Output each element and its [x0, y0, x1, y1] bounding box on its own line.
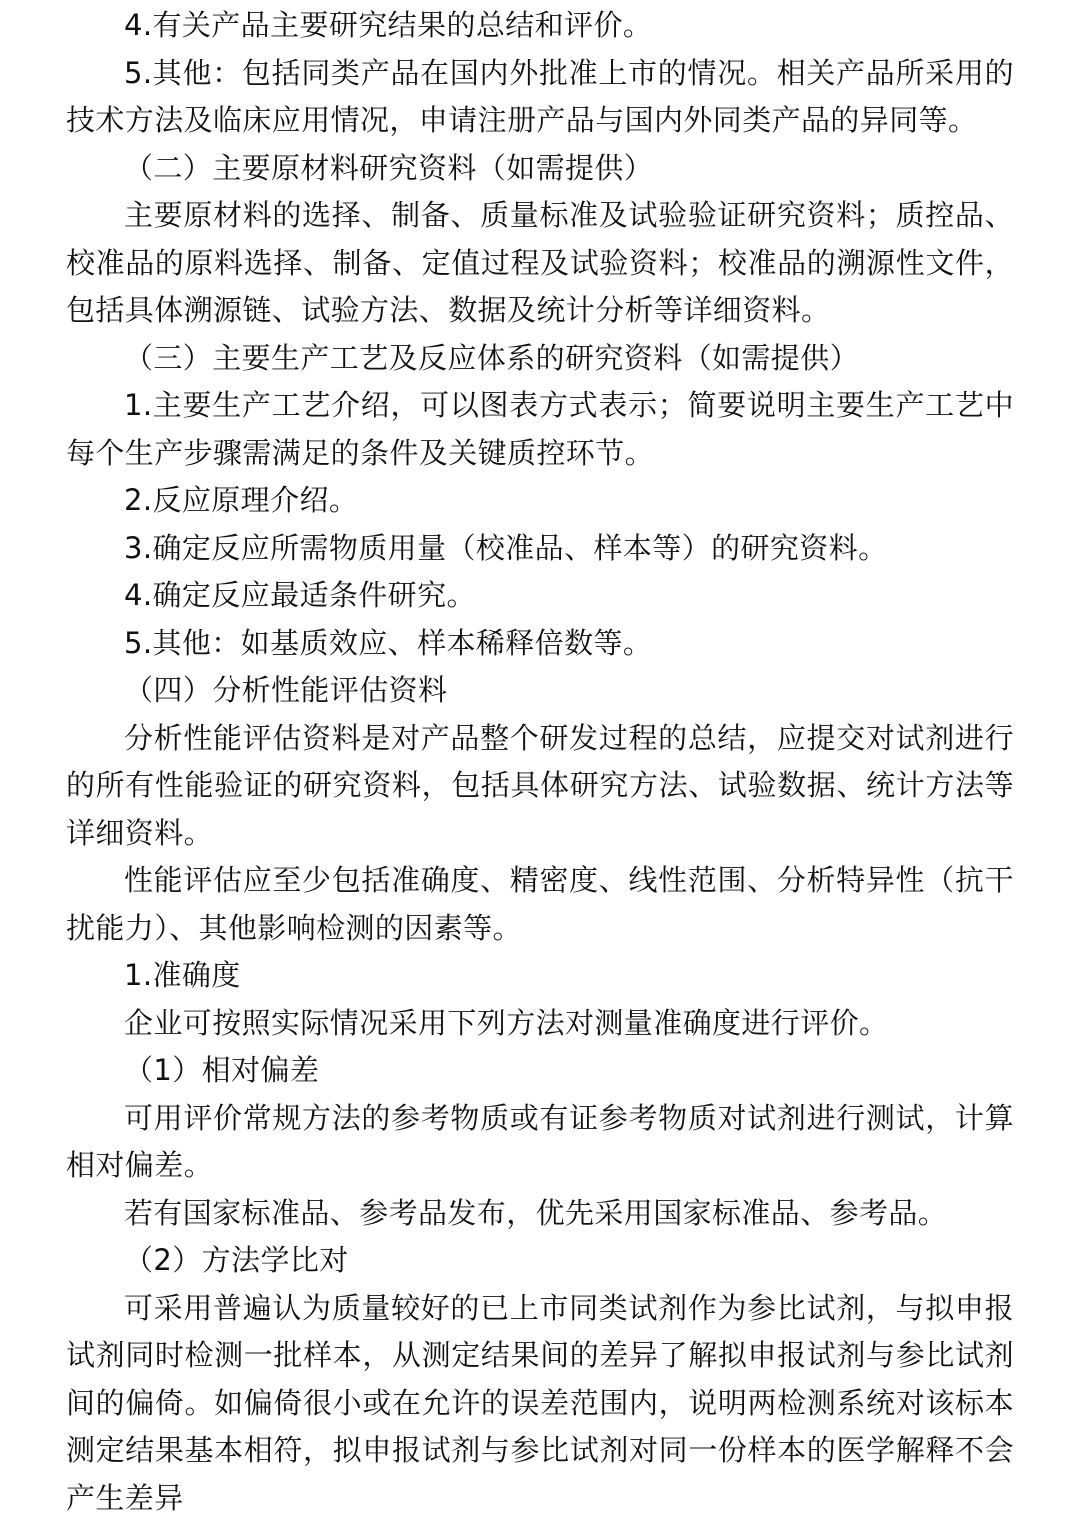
subheading-method-comparison: （2）方法学比对 [124, 1243, 349, 1277]
section-heading-4: （四）分析性能评估资料 [124, 673, 448, 707]
paragraph-relative-deviation: 可用评价常规方法的参考物质或有证参考物质对试剂进行测试，计算相对偏差。 [66, 1100, 1014, 1182]
paragraph-item-5-other: 5.其他：包括同类产品在国内外批准上市的情况。相关产品所采用的技术方法及临床应用情况，申请注册产品与国内外同类产品的异同等。 [66, 55, 1014, 137]
paragraph-performance-scope: 性能评估应至少包括准确度、精密度、线性范围、分析特异性（抗干扰能力）、其他影响检测的因素等。 [66, 863, 1014, 945]
paragraph-accuracy-methods: 企业可按照实际情况采用下列方法对测量准确度进行评价。 [124, 1005, 889, 1040]
paragraph-process-5: 5.其他：如基质效应、样本稀释倍数等。 [124, 625, 653, 660]
paragraph-process-4: 4.确定反应最适条件研究。 [124, 578, 476, 612]
section-heading-2: （二）主要原材料研究资料（如需提供） [124, 150, 654, 185]
paragraph-process-2: 2.反应原理介绍。 [124, 483, 359, 517]
paragraph-national-standard: 若有国家标准品、参考品发布，优先采用国家标准品、参考品。 [124, 1195, 948, 1230]
subheading-relative-deviation: （1）相对偏差 [124, 1053, 320, 1087]
paragraph-performance-summary: 分析性能评估资料是对产品整个研发过程的总结，应提交对试剂进行的所有性能验证的研究资料，包括具体研究方法、试验数据、统计方法等详细资料。 [66, 720, 1014, 850]
subheading-accuracy: 1.准确度 [124, 958, 241, 992]
paragraph-raw-materials: 主要原材料的选择、制备、质量标准及试验验证研究资料；质控品、校准品的原料选择、制备、定值过程及试验资料；校准品的溯源性文件，包括具体溯源链、试验方法、数据及统计分析等详细资料。 [66, 198, 1014, 327]
paragraph-process-1: 1.主要生产工艺介绍，可以图表方式表示；简要说明主要生产工艺中每个生产步骤需满足的条件及关键质控环节。 [66, 388, 1014, 470]
paragraph-item-4-summary: 4.有关产品主要研究结果的总结和评价。 [124, 8, 653, 42]
paragraph-method-comparison: 可采用普遍认为质量较好的已上市同类试剂作为参比试剂，与拟申报试剂同时检测一批样本，从测定结果间的差异了解拟申报试剂与参比试剂间的偏倚。如偏倚很小或在允许的误差范围内，说明两检测系统对该标本测定结果基本相符，拟申报试剂与参比试剂对同一份样本的医学解释不会产生差异 [66, 1290, 1014, 1515]
paragraph-process-3: 3.确定反应所需物质用量（校准品、样本等）的研究资料。 [124, 530, 888, 565]
section-heading-3: （三）主要生产工艺及反应体系的研究资料（如需提供） [124, 340, 860, 375]
